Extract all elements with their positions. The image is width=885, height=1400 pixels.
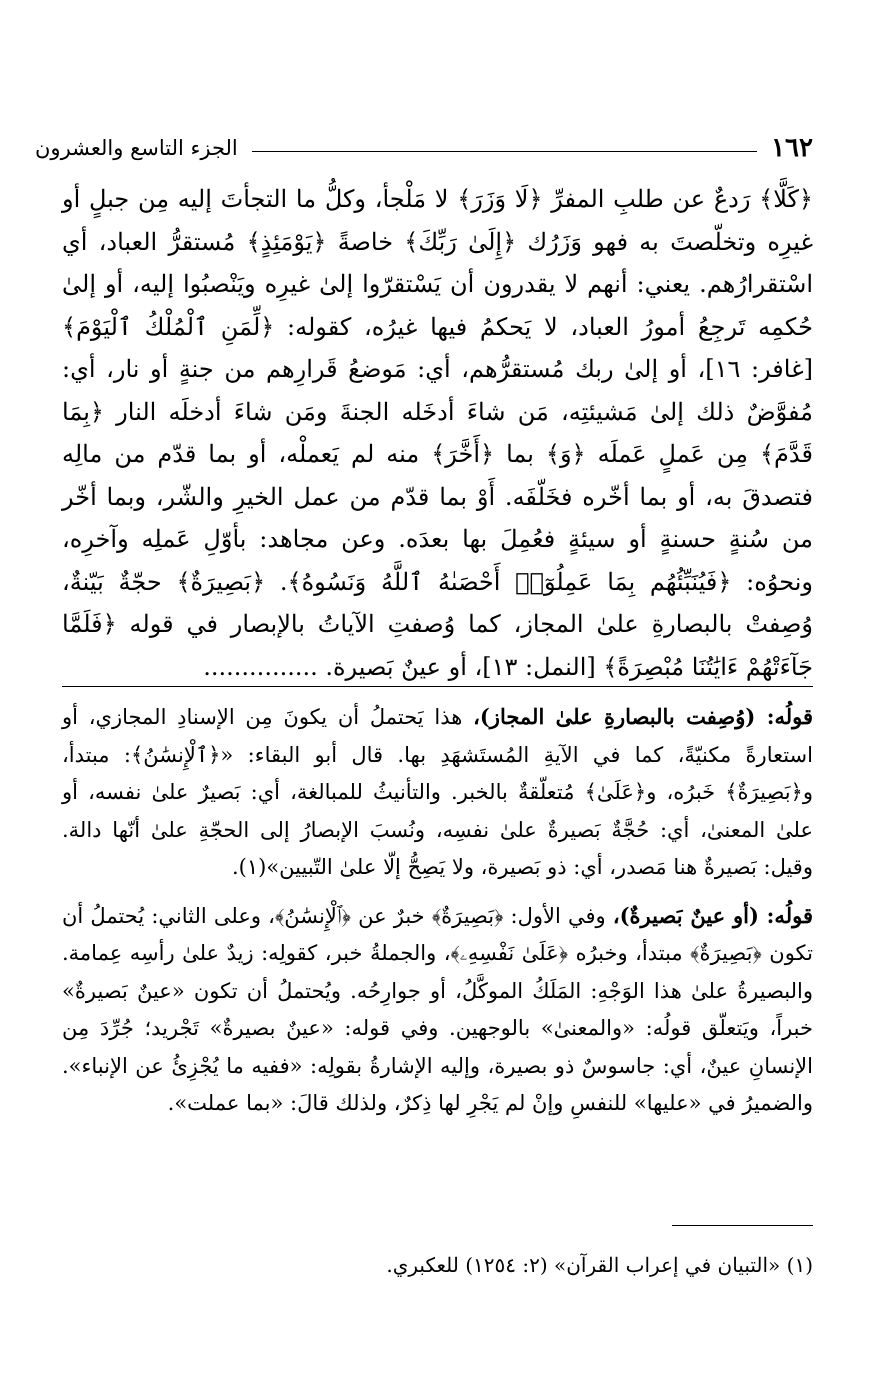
main-separator-rule [62, 686, 813, 687]
footnote-rule [672, 1225, 813, 1226]
commentary-lemma-2: قولُه: (أو عينٌ بَصيرةٌ)، [612, 902, 813, 928]
footnote-1: (١) «التبيان في إعراب القرآن» (٢: ١٢٥٤) للعكبري. [386, 1253, 813, 1277]
running-header [35, 128, 813, 168]
commentary-body-2: وفي الأول: ﴿بَصِيرَةٌ﴾ خبرٌ عن ﴿ٱلْإِنسَٰنُ﴾، وعلى الثاني: يُحتملُ أن تكون ﴿بَصِيرَةٌ﴾ مبتدأ، وخبرُه ﴿عَلَىٰ نَفْسِهِۦ﴾، والجملةُ خبر، كقولِه: زيدٌ علىٰ رأسِه عِمامة. والبصيرةُ علىٰ هذا الوَجْهِ: المَلَكُ الموكَّلُ، أو جوارِحُه. ويُحتملُ أن تكون «عينٌ بَصيرةٌ» خبراً، ويَتعلّق قولُه: «والمعنىٰ» بالوجهين. وفي قوله: «عينٌ بصيرةٌ» تَجْريد؛ جُرِّدَ مِن الإنسانِ عينٌ، أي: جاسوسٌ ذو بصيرة، وإليه الإشارةُ بقولِه: «ففيه ما يُجْزِئُ عن الإنباء». والضميرُ في «عليها» للنفسِ وإنْ لم يَجْرِ لها ذِكرٌ، ولذلك قالَ: «بما عملت». [62, 903, 813, 1115]
commentary-paragraph-2 [62, 897, 813, 1123]
commentary-paragraph-1 [62, 698, 813, 887]
commentary-lemma-1: قولُه: (وُصِفت بالبصارةِ علىٰ المجاز)، [473, 704, 813, 729]
running-title: الجزء التاسع والعشرون [35, 136, 238, 160]
page-number: ١٦٢ [771, 133, 813, 163]
commentary-section [62, 698, 813, 1123]
main-tafsir-text [62, 178, 813, 688]
main-paragraph: ﴿كَلَّا﴾ رَدعٌ عن طلبِ المفرِّ ﴿لَا وَزَرَ﴾ لا مَلْجأ، وكلُّ ما التجأتَ إليه مِن جبلٍ أو غيرِه وتخلّصتَ به فهو وَزَرُك ﴿إِلَىٰ رَبِّكَ﴾ خاصةً ﴿يَوْمَئِذٍ﴾ مُستقرُّ العباد، أي اسْتقرارُهم. يعني: أنهم لا يقدرون أن يَسْتقرّوا إلىٰ غيرِه ويَنْصبُوا إليه، أو إلىٰ حُكمِه تَرجِعُ أمورُ العباد، لا يَحكمُ فيها غيرُه، كقوله: ﴿لِّمَنِ ٱلْمُلْكُ ٱلْيَوْمَ﴾ [غافر: ١٦]، أو إلىٰ ربك مُستقرُّهم، أي: مَوضعُ قَرارِهم من جنةٍ أو نار، أي: مُفوَّضٌ ذلك إلىٰ مَشيئتِه، مَن شاءَ أدخَله الجنةَ ومَن شاءَ أدخلَه النار ﴿بِمَا قَدَّمَ﴾ مِن عَملٍ عَملَه ﴿وَ﴾ بما ﴿أَخَّرَ﴾ منه لم يَعملْه، أو بما قدّم من مالِه فتصدقَ به، أو بما أخّره فخَلّفَه. أَوْ بما قدّم من عمل الخيرِ والشّر، وبما أخّر من سُنةٍ حسنةٍ أو سيئةٍ فعُمِلَ بها بعدَه. وعن مجاهد: بأوّلِ عَملِه وآخرِه، ونحوُه: ﴿فَيُنَبِّئُهُم بِمَا عَمِلُوٓا۟ أَحْصَىٰهُ ٱللَّهُ وَنَسُوهُ﴾. ﴿بَصِيرَةٌ﴾ حجّةٌ بَيّنةٌ، وُصِفتْ بالبصارةِ علىٰ المجاز، كما وُصفتِ الآياتُ بالإبصار في قوله ﴿فَلَمَّا جَآءَتْهُمْ ءَايَٰتُنَا مُبْصِرَةً﴾ [النمل: ١٣]، أو عينٌ بَصيرة. ............... [62, 185, 813, 681]
header-rule [252, 151, 757, 152]
commentary-body-1: هذا يَحتملُ أن يكونَ مِن الإسنادِ المجازي، أو استعارةً مكنيّةً، كما في الآيةِ المُستَشهَدِ بها. قال أبو البقاء: «﴿ٱلْإِنسَٰنُ﴾: مبتدأ، و﴿بَصِيرَةٌ﴾ خَبرُه، و﴿عَلَىٰ﴾ مُتعلّقةٌ بالخبر. والتأنيثُ للمبالغة، أي: بَصيرٌ علىٰ نفسه، أو علىٰ المعنىٰ، أي: حُجَّةٌ بَصيرةٌ علىٰ نفسِه، ونُسبَ الإبصارُ إلى الحجّةِ علىٰ أنّها دالة. وقيل: بَصيرةٌ هنا مَصدر، أي: ذو بَصيرة، ولا يَصِحُّ إلّا علىٰ التّبيين»(١). [62, 705, 813, 879]
